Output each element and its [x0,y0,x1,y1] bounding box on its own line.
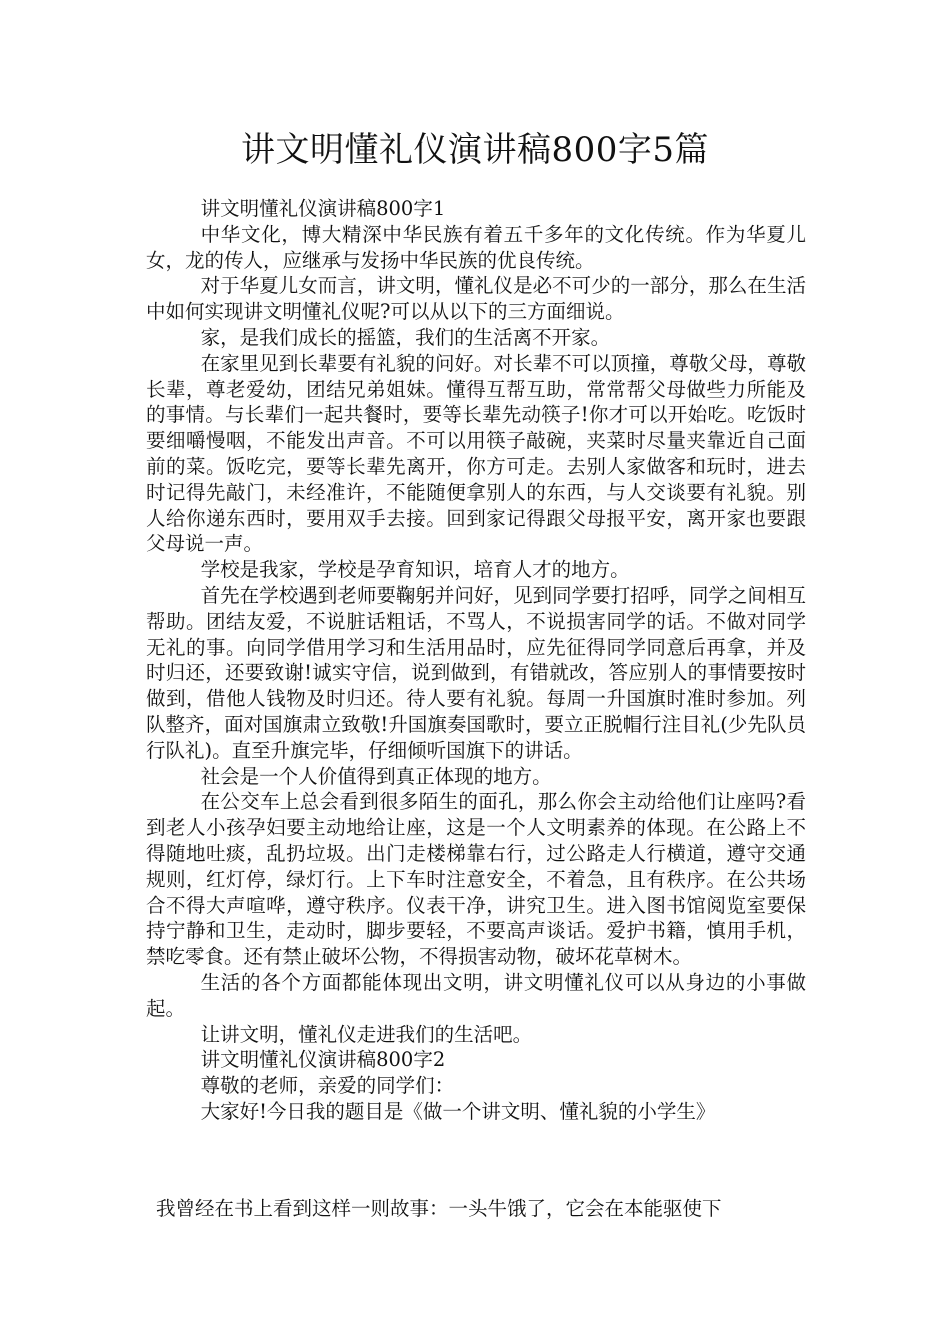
paragraph: 让讲文明，懂礼仪走进我们的生活吧。 [200,1022,533,1046]
paragraph: 对于华夏儿女而言，讲文明，懂礼仪是必不可少的一部分，那么在生活中如何实现讲文明懂礼仪呢?可以从以下的三方面细说。 [146,274,806,324]
document-title: 讲文明懂礼仪演讲稿800字5篇 [240,130,710,170]
paragraph: 社会是一个人价值得到真正体现的地方。 [200,764,552,788]
paragraph: 首先在学校遇到老师要鞠躬并问好，见到同学要打招呼，同学之间相互帮助。团结友爱，不说脏话粗话，不骂人，不说损害同学的话。不做对同学无礼的事。向同学借用学习和生活用品时，应先征得同学同意后再拿，并及时归还，还要致谢!诚实守信，说到做到，有错就改，答应别人的事情要按时做到，借他人钱物及时归还。待人要有礼貌。每周一升国旗时准时参加。列队整齐，面对国旗肃立致敬!升国旗奏国歌时，要立正脱帽行注目礼(少先队员行队礼)。直至升旗完毕，仔细倾听国旗下的讲话。 [146,583,806,762]
paragraph: 生活的各个方面都能体现出文明，讲文明懂礼仪可以从身边的小事做起。 [146,970,806,1020]
paragraph: 中华文化，博大精深中华民族有着五千多年的文化传统。作为华夏儿女，龙的传人，应继承与发扬中华民族的优良传统。 [146,222,806,272]
paragraph: 大家好!今日我的题目是《做一个讲文明、懂礼貌的小学生》 [200,1099,716,1123]
document-body [146,196,806,1125]
section-heading-2: 讲文明懂礼仪演讲稿800字2 [200,1048,446,1072]
paragraph: 在公交车上总会看到很多陌生的面孔，那么你会主动给他们让座吗?看到老人小孩孕妇要主动地给让座，这是一个人文明素养的体现。在公路上不得随地吐痰，乱扔垃圾。出门走楼梯靠右行，过公路走人行横道，遵守交通规则，红灯停，绿灯行。上下车时注意安全，不着急，且有秩序。在公共场合不得大声喧哗，遵守秩序。仪表干净，讲究卫生。进入图书馆阅览室要保持宁静和卫生，走动时，脚步要轻，不要高声谈话。爱护书籍，慎用手机，禁吃零食。还有禁止破坏公物，不得损害动物，破坏花草树木。 [146,790,806,969]
paragraph: 家，是我们成长的摇篮，我们的生活离不开家。 [200,325,611,349]
paragraph: 尊敬的老师，亲爱的同学们： [200,1074,455,1098]
trailing-line: 我曾经在书上看到这样一则故事：一头牛饿了，它会在本能驱使下 [156,1197,722,1220]
paragraph: 学校是我家，学校是孕育知识，培育人才的地方。 [200,558,630,582]
paragraph: 在家里见到长辈要有礼貌的问好。对长辈不可以顶撞，尊敬父母，尊敬长辈，尊老爱幼，团结兄弟姐妹。懂得互帮互助，常常帮父母做些力所能及的事情。与长辈们一起共餐时，要等长辈先动筷子!你才可以开始吃。吃饭时要细嚼慢咽，不能发出声音。不可以用筷子敲碗，夹菜时尽量夹靠近自己面前的菜。饭吃完，要等长辈先离开，你方可走。去别人家做客和玩时，进去时记得先敲门，未经准许，不能随便拿别人的东西，与人交谈要有礼貌。别人给你递东西时，要用双手去接。回到家记得跟父母报平安，离开家也要跟父母说一声。 [146,351,806,556]
section-heading-1: 讲文明懂礼仪演讲稿800字1 [200,197,446,220]
